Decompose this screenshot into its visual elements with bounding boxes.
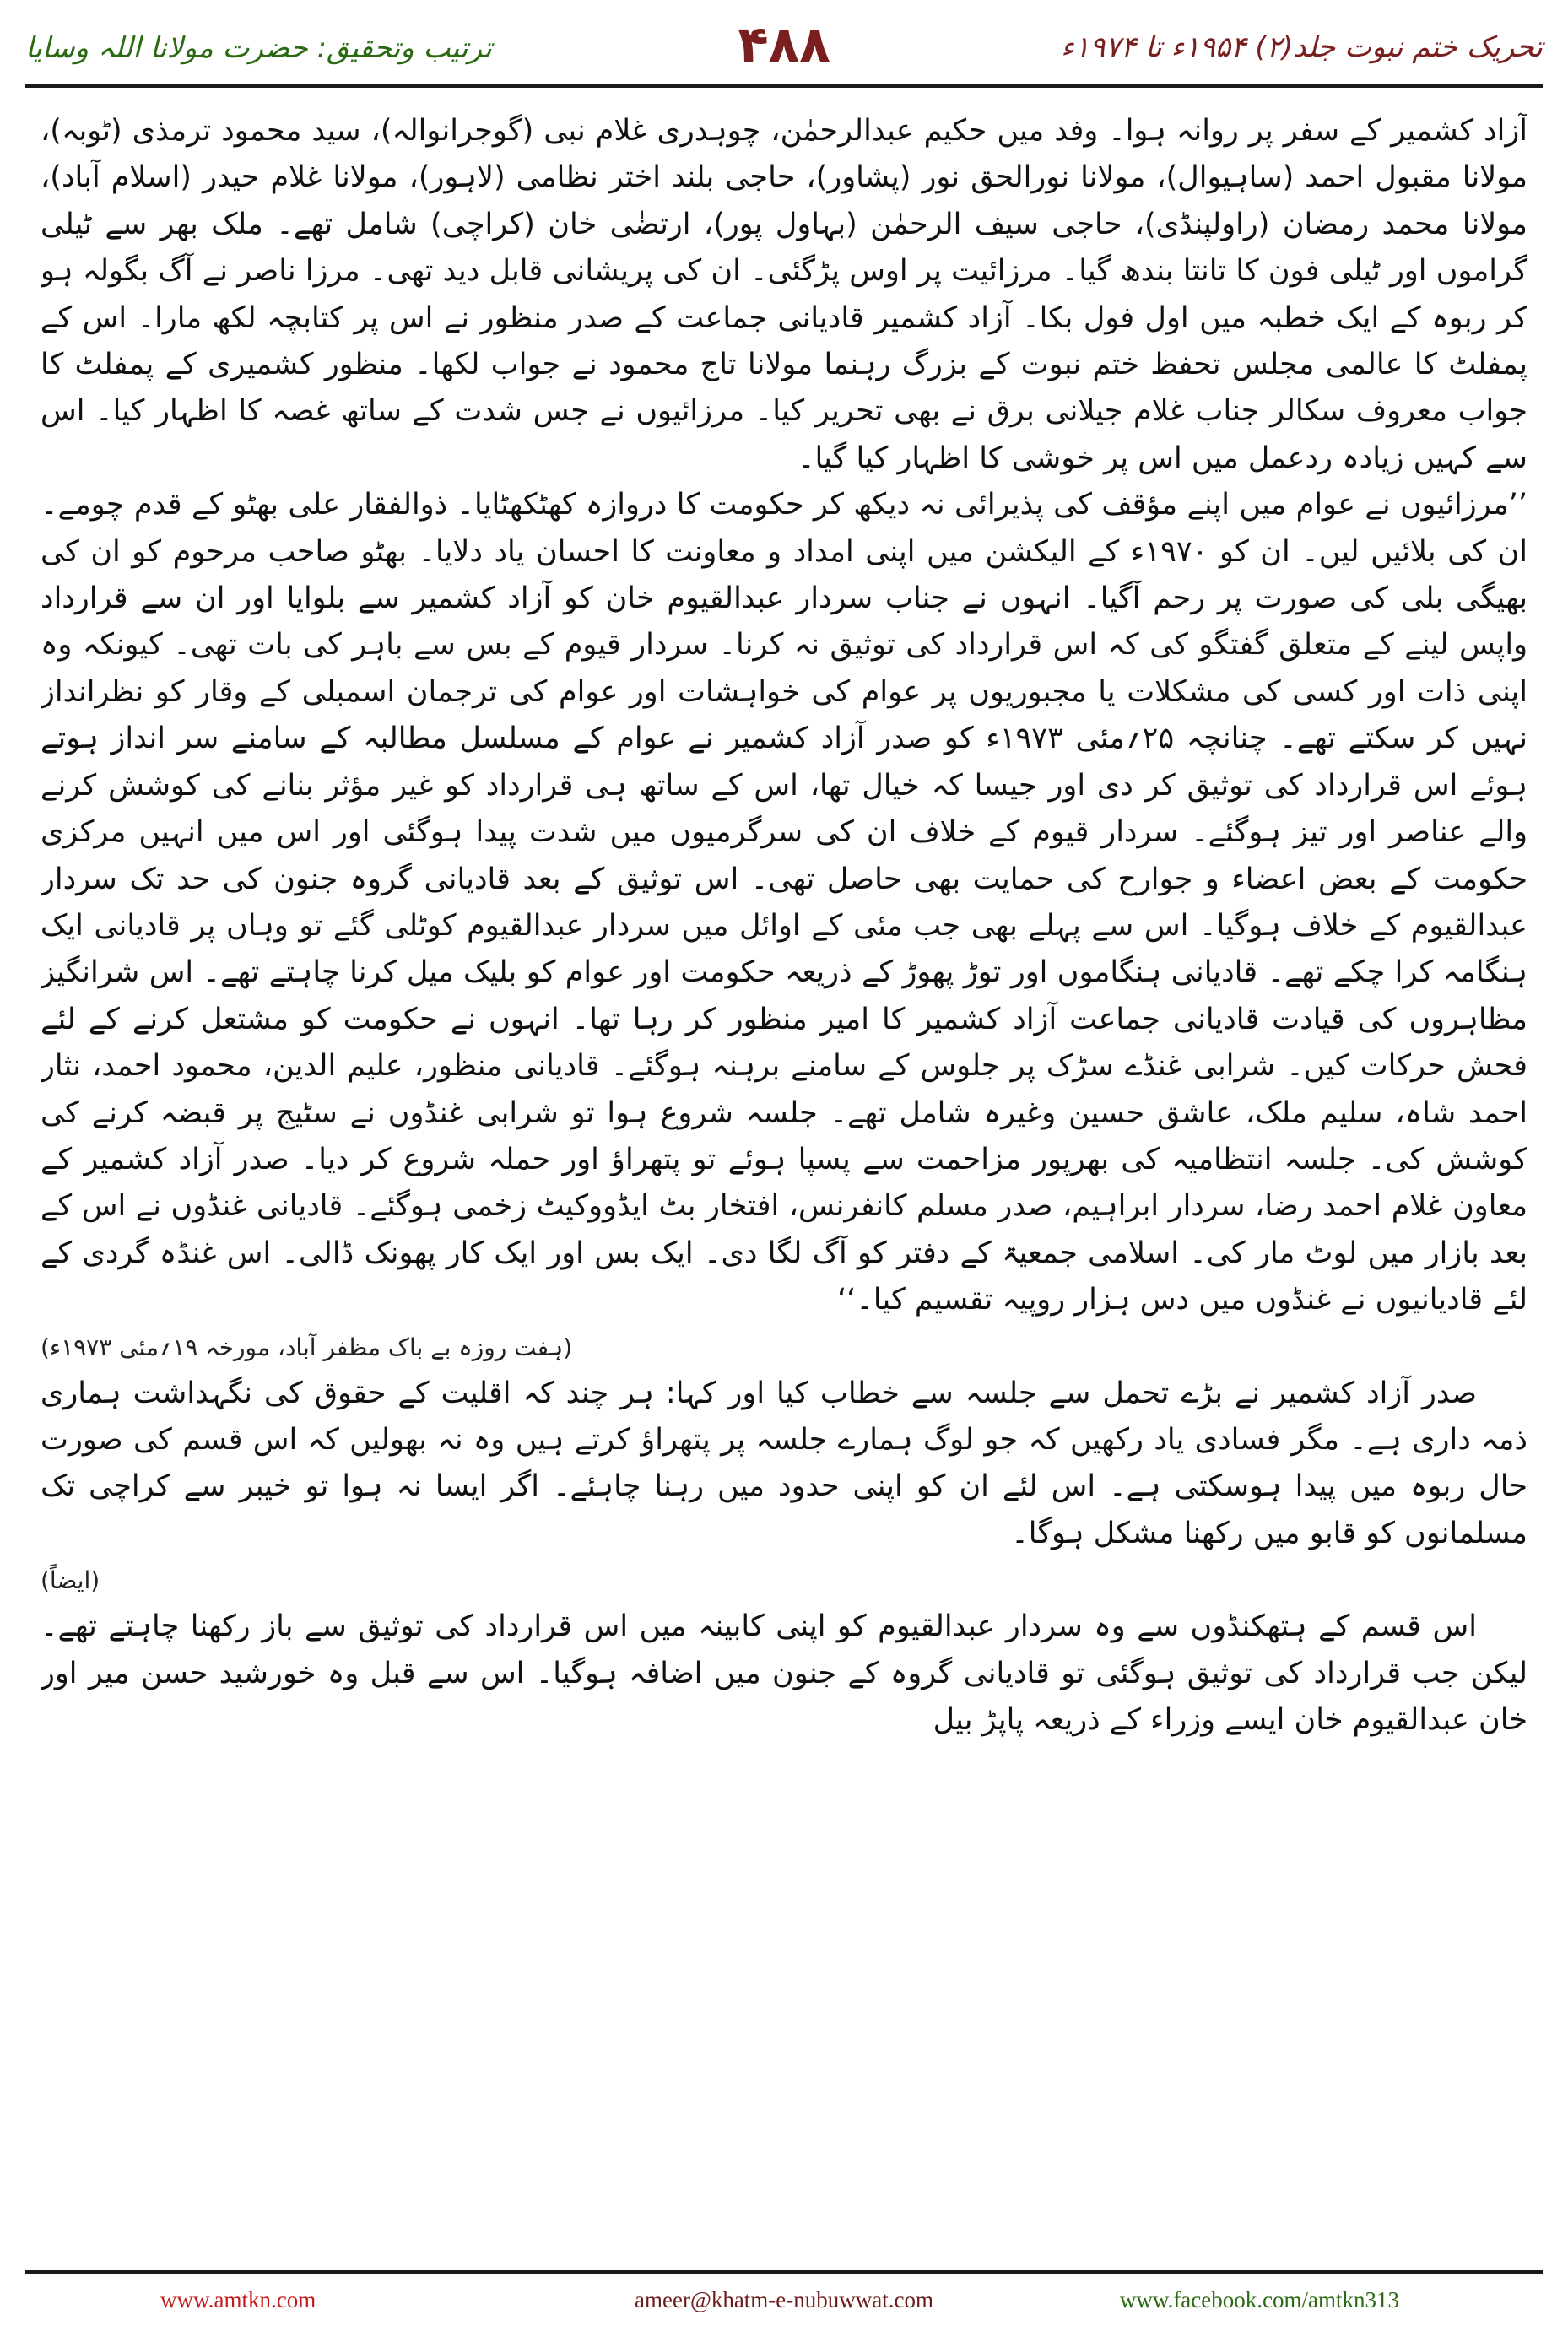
website-link[interactable]: www.amtkn.com — [160, 2287, 316, 2312]
body-paragraph-1: آزاد کشمیر کے سفر پر روانہ ہوا۔ وفد میں حکیم عبدالرحمٰن، چوہدری غلام نبی (گوجرانوالہ)، سید محمود ترمذی (ٹوبہ)، مولانا مقبول احمد (ساہیوال)، مولانا نورالحق نور (پشاور)، حاجی بلند اختر نظامی (لاہور)، مولانا غلام حیدر (اسلام آباد)، مولانا محمد رمضان (راولپنڈی)، حاجی سیف الرحمٰن (بہاول پور)، ارتضٰی خان (کراچی) شامل تھے۔ ملک بھر سے ٹیلی گراموں اور ٹیلی فون کا تانتا بندھ گیا۔ مرزائیت پر اوس پڑگئی۔ ان کی پریشانی قابل دید تھی۔ مرزا ناصر نے آگ بگولہ ہو کر ربوہ کے ایک خطبہ میں اول فول بکا۔ آزاد کشمیر قادیانی جماعت کے صدر منظور نے اس پر کتابچہ لکھ مارا۔ اس کے پمفلٹ کا عالمی مجلس تحفظ ختم نبوت کے بزرگ رہنما مولانا تاج محمود نے جواب لکھا۔ منظور کشمیری کے پمفلٹ کا جواب معروف سکالر جناب غلام جیلانی برق نے بھی تحریر کیا۔ مرزائیوں نے جس شدت کے ساتھ غصہ کا اظہار کیا۔ اس سے کہیں زیادہ ردعمل میں اس پر خوشی کا اظہار کیا گیا۔ — [41, 114, 1527, 475]
email-link[interactable]: ameer@khatm-e-nubuwwat.com — [635, 2287, 933, 2312]
reference-text-2: (ایضاً) — [41, 1566, 100, 1595]
compiler-credit: ترتیب وتحقیق: حضرت مولانا اللہ وسایا — [25, 31, 492, 65]
reference-citation-2 — [41, 1557, 1527, 1604]
page-number: ۴۸۸ — [738, 15, 830, 74]
closing-paragraph: اس قسم کے ہتھکنڈوں سے وہ سردار عبدالقیوم کو اپنی کابینہ میں اس قرارداد کی توثیق سے باز رکھنا چاہتے تھے۔ لیکن جب قرارداد کی توثیق ہوگئی تو قادیانی گروہ کے جنون میں اضافہ ہوگیا۔ اس سے قبل وہ خورشید حسن میر اور خان عبدالقیوم خان ایسے وزراء کے ذریعہ پاپڑ بیل — [41, 1609, 1527, 1737]
reference-text-1: (ہفت روزہ بے باک مظفر آباد، مورخہ ۱۹؍مئی ۱۹۷۳ء) — [41, 1333, 573, 1361]
facebook-link[interactable]: www.facebook.com/amtkn313 — [1119, 2287, 1399, 2312]
speech-paragraph: صدر آزاد کشمیر نے بڑے تحمل سے جلسہ سے خطاب کیا اور کہا: ہر چند کہ اقلیت کے حقوق کی نگہداشت ہماری ذمہ داری ہے۔ مگر فسادی یاد رکھیں کہ جو لوگ ہمارے جلسہ پر پتھراؤ کرتے ہیں وہ نہ بھولیں کہ اس قسم کی صورت حال ربوہ میں پیدا ہوسکتی ہے۔ اس لئے ان کو اپنی حدود میں رہنا چاہئے۔ اگر ایسا نہ ہوا تو خیبر سے کراچی تک مسلمانوں کو قابو میں رکھنا مشکل ہوگا۔ — [41, 1376, 1527, 1550]
page-header — [25, 15, 1543, 74]
page-body — [41, 108, 1527, 2252]
footer-divider — [25, 2270, 1543, 2274]
book-title: تحریک ختم نبوت جلد(۲) ۱۹۵۴ء تا ۱۹۷۴ء — [1061, 30, 1543, 64]
header-divider — [25, 84, 1543, 88]
reference-citation-1 — [41, 1324, 1527, 1371]
quoted-paragraph: ’’مرزائیوں نے عوام میں اپنے مؤقف کی پذیرائی نہ دیکھ کر حکومت کا دروازہ کھٹکھٹایا۔ ذوالفقار علی بھٹو کے قدم چومے۔ ان کی بلائیں لیں۔ ان کو ۱۹۷۰ء کے الیکشن میں اپنی امداد و معاونت کا احسان یاد دلایا۔ بھٹو صاحب مرحوم کو ان کی بھیگی بلی کی صورت پر رحم آگیا۔ انہوں نے جناب سردار عبدالقیوم خان کو آزاد کشمیر سے بلوایا اور ان سے قرارداد واپس لینے کے متعلق گفتگو کی کہ اس قرارداد کی توثیق نہ کرنا۔ سردار قیوم کے بس سے باہر کی بات تھی۔ کیونکہ وہ اپنی ذات اور کسی کی مشکلات یا مجبوریوں پر عوام کی خواہشات اور عوام کی ترجمان اسمبلی کے وقار کو نظرانداز نہیں کر سکتے تھے۔ چنانچہ ۲۵؍مئی ۱۹۷۳ء کو صدر آزاد کشمیر نے عوام کے مسلسل مطالبہ کے سامنے سر انداز ہوتے ہوئے اس قرارداد کی توثیق کر دی اور جیسا کہ خیال تھا، اس کے ساتھ ہی قرارداد کو غیر مؤثر بنانے کی کوشش کرنے والے عناصر اور تیز ہوگئے۔ سردار قیوم کے خلاف ان کی سرگرمیوں میں شدت پیدا ہوگئی اور اس میں انہیں مرکزی حکومت کے بعض اعضاء و جوارح کی حمایت بھی حاصل تھی۔ اس توثیق کے بعد قادیانی گروہ جنون کی حد تک سردار عبدالقیوم کے خلاف ہوگیا۔ اس سے پہلے بھی جب مئی کے اوائل میں سردار عبدالقیوم کوٹلی گئے تو وہاں پر قادیانی ایک ہنگامہ کرا چکے تھے۔ قادیانی ہنگاموں اور توڑ پھوڑ کے ذریعہ حکومت اور عوام کو بلیک میل کرنا چاہتے تھے۔ اس شرانگیز مظاہروں کی قیادت قادیانی جماعت آزاد کشمیر کا امیر منظور کر رہا تھا۔ انہوں نے حکومت کو مشتعل کرنے کے لئے فحش حرکات کیں۔ شرابی غنڈے سڑک پر جلوس کے سامنے برہنہ ہوگئے۔ قادیانی منظور، علیم الدین، محمود احمد، نثار احمد شاہ، سلیم ملک، عاشق حسین وغیرہ شامل تھے۔ جلسہ شروع ہوا تو شرابی غنڈوں نے سٹیج پر قبضہ کرنے کی کوشش کی۔ جلسہ انتظامیہ کی بھرپور مزاحمت سے پسپا ہوئے تو پتھراؤ اور حملہ شروع کر دیا۔ صدر آزاد کشمیر کے معاون غلام احمد رضا، سردار ابراہیم، صدر مسلم کانفرنس، افتخار بٹ ایڈووکیٹ زخمی ہوگئے۔ قادیانی غنڈوں نے اس کے بعد بازار میں لوٹ مار کی۔ اسلامی جمعیۃ کے دفتر کو آگ لگا دی۔ ایک بس اور ایک کار پھونک ڈالی۔ اس غنڈہ گردی کے لئے قادیانیوں نے غنڈوں میں دس ہزار روپیہ تقسیم کیا۔‘‘ — [41, 488, 1527, 1317]
page-footer — [25, 2287, 1543, 2321]
